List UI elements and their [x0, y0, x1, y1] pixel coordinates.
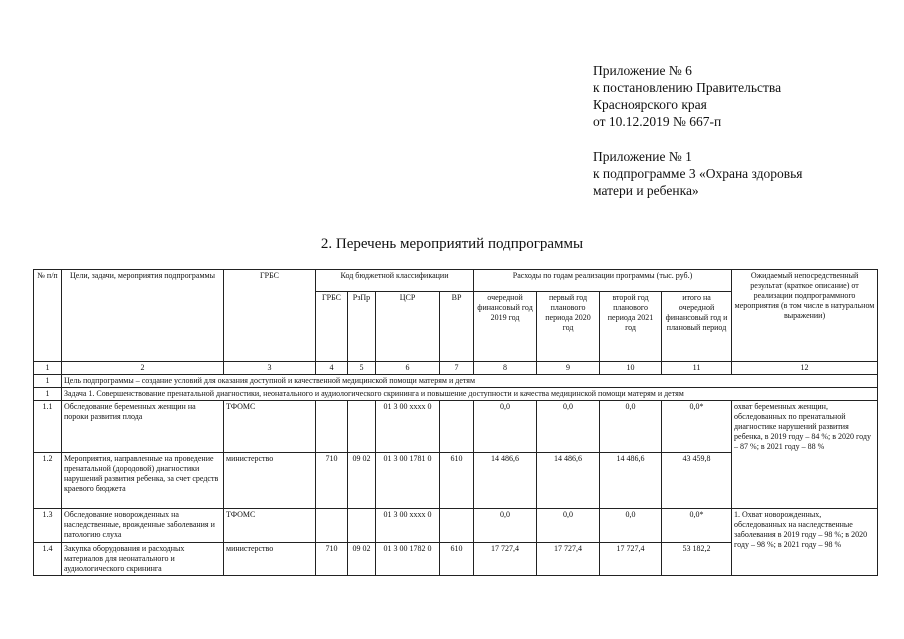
row-grbs: министерство — [224, 543, 316, 576]
column-number: 10 — [600, 362, 662, 375]
row-2021: 17 727,4 — [600, 543, 662, 576]
row-rzpr: 09 02 — [348, 453, 376, 509]
header-total: итого на очередной финансовый год и плановый период — [662, 292, 732, 362]
header-k-grbs: ГРБС — [316, 292, 348, 362]
row-vr — [440, 401, 474, 453]
document-title: 2. Перечень мероприятий подпрограммы — [320, 236, 584, 252]
column-number: 4 — [316, 362, 348, 375]
header-year-2021: второй год планового периода 2021 год — [600, 292, 662, 362]
row-rzpr: 09 02 — [348, 543, 376, 576]
header-year-2019: очередной финансовый год 2019 год — [474, 292, 537, 362]
row-kgrbs: 710 — [316, 453, 348, 509]
row-num: 1.4 — [34, 543, 62, 576]
header-k-vr: ВР — [440, 292, 474, 362]
row-rzpr — [348, 401, 376, 453]
row-2021: 0,0 — [600, 401, 662, 453]
measures-table — [33, 269, 878, 576]
row-name: Обследование беременных женщин на пороки развития плода — [62, 401, 224, 453]
column-number: 11 — [662, 362, 732, 375]
header-result: Ожидаемый непосредственный результат (краткое описание) от реализации подпрограммного мероприятия (в том числе в натуральном выражении) — [732, 270, 878, 362]
appendix-line: Приложение № 1 — [593, 149, 692, 164]
header-goal: Цели, задачи, мероприятия подпрограммы — [62, 270, 224, 362]
column-number: 3 — [224, 362, 316, 375]
header-k-rzpr: РзПр — [348, 292, 376, 362]
table-row — [34, 401, 878, 453]
column-number: 9 — [537, 362, 600, 375]
row-total: 53 182,2 — [662, 543, 732, 576]
row-num: 1.2 — [34, 453, 62, 509]
row-num: 1.3 — [34, 509, 62, 543]
column-number: 2 — [62, 362, 224, 375]
appendix-line: матери и ребенка» — [593, 183, 699, 198]
appendix-line: Красноярского края — [593, 97, 707, 112]
row-csr: 01 3 00 xxxx 0 — [376, 401, 440, 453]
row-csr: 01 3 00 1781 0 — [376, 453, 440, 509]
row-2019: 0,0 — [474, 509, 537, 543]
row-total: 43 459,8 — [662, 453, 732, 509]
appendix-block — [593, 62, 893, 199]
column-number: 7 — [440, 362, 474, 375]
row-name: Обследование новорожденных на наследственные, врожденные заболевания и патологию слуха — [62, 509, 224, 543]
row-result: 1. Охват новорожденных, обследованных на наследственные заболевания в 2019 году – 98 %; в 2020 году – 98 %; в 2021 году – 98 % — [732, 509, 878, 576]
appendix-line: от 10.12.2019 № 667-п — [593, 114, 722, 129]
goal-row — [34, 375, 878, 388]
header-kbk: Код бюджетной классификации — [316, 270, 474, 292]
row-total: 0,0* — [662, 509, 732, 543]
goal-text: Цель подпрограммы – создание условий для оказания доступной и качественной медицинской помощи матерям и детям — [62, 375, 878, 388]
row-vr: 610 — [440, 453, 474, 509]
row-2019: 0,0 — [474, 401, 537, 453]
row-vr — [440, 509, 474, 543]
header-k-csr: ЦСР — [376, 292, 440, 362]
row-2019: 14 486,6 — [474, 453, 537, 509]
row-2019: 17 727,4 — [474, 543, 537, 576]
column-number: 6 — [376, 362, 440, 375]
table-row — [34, 509, 878, 543]
row-2020: 0,0 — [537, 509, 600, 543]
column-number: 8 — [474, 362, 537, 375]
row-kgrbs — [316, 509, 348, 543]
row-csr: 01 3 00 xxxx 0 — [376, 509, 440, 543]
goal-num: 1 — [34, 375, 62, 388]
row-2021: 14 486,6 — [600, 453, 662, 509]
row-name: Закупка оборудования и расходных материалов для неонатального и аудиологического скрининга — [62, 543, 224, 576]
task-num: 1 — [34, 388, 62, 401]
row-2020: 14 486,6 — [537, 453, 600, 509]
appendix-line: к постановлению Правительства — [593, 80, 782, 95]
header-year-2020: первый год планового периода 2020 год — [537, 292, 600, 362]
column-number: 5 — [348, 362, 376, 375]
header-expenses: Расходы по годам реализации программы (тыс. руб.) — [474, 270, 732, 292]
appendix-line: к подпрограмме 3 «Охрана здоровья — [593, 166, 803, 181]
row-num: 1.1 — [34, 401, 62, 453]
task-text: Задача 1. Совершенствование пренатальной диагностики, неонатального и аудиологического скрининга и повышение доступности и качества медицинской помощи матерям и детям — [62, 388, 878, 401]
column-number: 12 — [732, 362, 878, 375]
row-2021: 0,0 — [600, 509, 662, 543]
header-num: № п/п — [34, 270, 62, 362]
row-rzpr — [348, 509, 376, 543]
row-grbs: ТФОМС — [224, 401, 316, 453]
row-kgrbs: 710 — [316, 543, 348, 576]
row-2020: 0,0 — [537, 401, 600, 453]
appendix-line: Приложение № 6 — [593, 63, 692, 78]
row-name: Мероприятия, направленные на проведение пренатальной (дородовой) диагностики нарушений развития ребенка, за счет средств краевого бюджета — [62, 453, 224, 509]
row-kgrbs — [316, 401, 348, 453]
row-total: 0,0* — [662, 401, 732, 453]
header-grbs: ГРБС — [224, 270, 316, 362]
row-2020: 17 727,4 — [537, 543, 600, 576]
column-number: 1 — [34, 362, 62, 375]
row-grbs: министерство — [224, 453, 316, 509]
task-row — [34, 388, 878, 401]
row-grbs: ТФОМС — [224, 509, 316, 543]
row-vr: 610 — [440, 543, 474, 576]
row-csr: 01 3 00 1782 0 — [376, 543, 440, 576]
row-result: охват беременных женщин, обследованных по пренатальной диагностике нарушений развития ребенка, в 2019 году – 84 %; в 2020 году – 87 %; в 2021 году – 88 % — [732, 401, 878, 509]
